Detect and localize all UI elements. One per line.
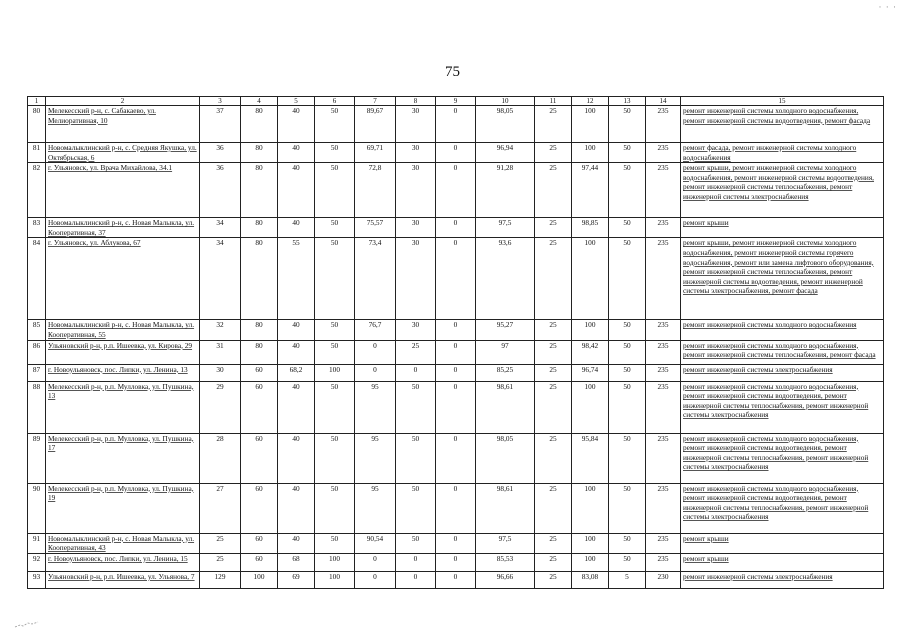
value-cell-col-13: 50: [609, 340, 646, 364]
table-row: [28, 364, 884, 381]
row-number-cell: 87: [28, 364, 46, 381]
value-cell-col-9: 0: [436, 218, 476, 238]
value-cell-col-12: 100: [572, 320, 609, 340]
value-cell-col-4: 60: [241, 533, 278, 553]
value-cell-col-9: 0: [436, 163, 476, 218]
row-number-cell: 80: [28, 106, 46, 143]
value-cell-col-3: 29: [200, 381, 241, 433]
value-cell-col-8: 30: [396, 218, 436, 238]
value-cell-col-13: 50: [609, 320, 646, 340]
address-cell: [46, 143, 200, 163]
value-cell-col-10: 85,53: [476, 553, 535, 571]
table-row: [28, 320, 884, 340]
value-cell-col-5: 68: [278, 553, 315, 571]
register-table: [27, 96, 884, 589]
value-cell-col-9: 0: [436, 340, 476, 364]
value-cell-col-6: 100: [315, 571, 355, 588]
works-cell: [681, 320, 884, 340]
value-cell-col-10: 98,05: [476, 106, 535, 143]
value-cell-col-14: 235: [646, 340, 681, 364]
table-row: [28, 533, 884, 553]
value-cell-col-3: 27: [200, 483, 241, 533]
value-cell-col-11: 25: [535, 571, 572, 588]
value-cell-col-8: 50: [396, 533, 436, 553]
value-cell-col-5: 69: [278, 571, 315, 588]
address-text: Мелекесский р-н, р.п. Мулловка, ул. Пушкина, 17: [48, 433, 194, 453]
value-cell-col-11: 25: [535, 320, 572, 340]
value-cell-col-8: 30: [396, 106, 436, 143]
value-cell-col-10: 97,5: [476, 533, 535, 553]
works-cell: [681, 143, 884, 163]
value-cell-col-6: 100: [315, 553, 355, 571]
address-text: Новомалыклинский р-н, с. Новая Малыкла, ул. Кооперативная, 43: [48, 533, 195, 553]
works-text: ремонт крыши: [683, 553, 729, 563]
value-cell-col-12: 100: [572, 143, 609, 163]
value-cell-col-11: 25: [535, 238, 572, 320]
value-cell-col-5: 40: [278, 106, 315, 143]
value-cell-col-7: 89,67: [355, 106, 396, 143]
value-cell-col-3: 25: [200, 533, 241, 553]
value-cell-col-9: 0: [436, 381, 476, 433]
row-number-cell: 84: [28, 238, 46, 320]
table-row: [28, 340, 884, 364]
value-cell-col-11: 25: [535, 364, 572, 381]
value-cell-col-3: 28: [200, 433, 241, 483]
value-cell-col-12: 100: [572, 238, 609, 320]
row-number-cell: 86: [28, 340, 46, 364]
works-text: ремонт инженерной системы холодного водоснабжения, ремонт инженерной системы водоотведения, ремонт инженерной системы теплоснабжения, ремонт инженерной системы электроснабжения: [683, 433, 869, 472]
works-text: ремонт инженерной системы холодного водоснабжения, ремонт инженерной системы теплоснабжения, ремонт фасада: [683, 340, 876, 360]
value-cell-col-7: 0: [355, 340, 396, 364]
works-text: ремонт крыши, ремонт инженерной системы холодного водоснабжения, ремонт инженерной системы горячего водоснабжения, ремонт или замена лифтового оборудования, ремонт инженерной системы теплоснабжения, ремонт инженерной системы водоотведения, ремонт инженерной системы электроснабжения, ремонт фасада: [683, 238, 874, 296]
value-cell-col-12: 83,08: [572, 571, 609, 588]
value-cell-col-4: 80: [241, 238, 278, 320]
works-text: ремонт инженерной системы электроснабжения: [683, 571, 833, 581]
value-cell-col-9: 0: [436, 364, 476, 381]
value-cell-col-5: 40: [278, 218, 315, 238]
value-cell-col-12: 96,74: [572, 364, 609, 381]
value-cell-col-13: 50: [609, 163, 646, 218]
address-cell: [46, 533, 200, 553]
works-text: ремонт инженерной системы холодного водоснабжения, ремонт инженерной системы водоотведения, ремонт инженерной системы теплоснабжения, ремонт инженерной системы электроснабжения: [683, 381, 869, 420]
works-cell: [681, 364, 884, 381]
value-cell-col-8: 50: [396, 433, 436, 483]
value-cell-col-7: 73,4: [355, 238, 396, 320]
value-cell-col-4: 80: [241, 106, 278, 143]
row-number-cell: 82: [28, 163, 46, 218]
column-number-cell: 13: [609, 97, 646, 106]
column-number-cell: 4: [241, 97, 278, 106]
value-cell-col-4: 60: [241, 433, 278, 483]
value-cell-col-12: 100: [572, 106, 609, 143]
works-cell: [681, 483, 884, 533]
value-cell-col-8: 25: [396, 340, 436, 364]
value-cell-col-7: 95: [355, 483, 396, 533]
value-cell-col-3: 32: [200, 320, 241, 340]
value-cell-col-12: 100: [572, 483, 609, 533]
works-cell: [681, 340, 884, 364]
works-cell: [681, 106, 884, 143]
table-row: [28, 553, 884, 571]
value-cell-col-8: 50: [396, 483, 436, 533]
works-text: ремонт инженерной системы холодного водоснабжения, ремонт инженерной системы водоотведения, ремонт инженерной системы теплоснабжения, ремонт инженерной системы электроснабжения: [683, 483, 869, 522]
value-cell-col-4: 60: [241, 483, 278, 533]
column-number-cell: 11: [535, 97, 572, 106]
value-cell-col-12: 100: [572, 533, 609, 553]
value-cell-col-5: 40: [278, 381, 315, 433]
value-cell-col-8: 0: [396, 553, 436, 571]
column-number-cell: 9: [436, 97, 476, 106]
value-cell-col-4: 60: [241, 364, 278, 381]
address-text: г. Ульяновск, ул. Врача Михайлова, 34.1: [48, 163, 173, 173]
value-cell-col-13: 50: [609, 106, 646, 143]
row-number-cell: 81: [28, 143, 46, 163]
value-cell-col-13: 50: [609, 364, 646, 381]
value-cell-col-12: 95,84: [572, 433, 609, 483]
works-cell: [681, 163, 884, 218]
column-number-cell: 15: [681, 97, 884, 106]
value-cell-col-13: 50: [609, 553, 646, 571]
value-cell-col-6: 50: [315, 533, 355, 553]
value-cell-col-10: 85,25: [476, 364, 535, 381]
value-cell-col-6: 50: [315, 238, 355, 320]
value-cell-col-7: 69,71: [355, 143, 396, 163]
value-cell-col-8: 30: [396, 143, 436, 163]
value-cell-col-6: 50: [315, 143, 355, 163]
table-row: [28, 381, 884, 433]
value-cell-col-14: 235: [646, 320, 681, 340]
works-cell: [681, 533, 884, 553]
value-cell-col-14: 235: [646, 533, 681, 553]
value-cell-col-11: 25: [535, 340, 572, 364]
value-cell-col-3: 25: [200, 553, 241, 571]
value-cell-col-4: 80: [241, 218, 278, 238]
column-number-cell: 12: [572, 97, 609, 106]
value-cell-col-14: 235: [646, 106, 681, 143]
value-cell-col-8: 50: [396, 381, 436, 433]
works-text: ремонт крыши: [683, 533, 729, 543]
value-cell-col-9: 0: [436, 533, 476, 553]
value-cell-col-6: 50: [315, 106, 355, 143]
address-cell: [46, 553, 200, 571]
works-cell: [681, 381, 884, 433]
address-text: Мелекесский р-н, р.п. Мулловка, ул. Пушкина, 19: [48, 483, 194, 503]
value-cell-col-11: 25: [535, 433, 572, 483]
value-cell-col-5: 55: [278, 238, 315, 320]
address-text: г. Новоульяновск, пос. Липки, ул. Ленина, 13: [48, 364, 188, 374]
value-cell-col-4: 80: [241, 143, 278, 163]
value-cell-col-13: 50: [609, 143, 646, 163]
works-text: ремонт крыши, ремонт инженерной системы холодного водоснабжения, ремонт инженерной системы водоотведения, ремонт инженерной системы теплоснабжения, ремонт инженерной системы электроснабжения: [683, 163, 875, 201]
row-number-cell: 88: [28, 381, 46, 433]
address-cell: [46, 320, 200, 340]
works-text: ремонт фасада, ремонт инженерной системы холодного водоснабжения: [683, 143, 857, 162]
address-text: Мелекесский р-н, р.п. Мулловка, ул. Пушкина, 13: [48, 381, 194, 401]
address-text: Ульяновский р-н, р.п. Ишеевка, ул. Кирова, 29: [48, 340, 193, 350]
address-text: г. Новоульяновск, пос. Липки, ул. Ленина, 15: [48, 553, 188, 563]
value-cell-col-13: 5: [609, 571, 646, 588]
value-cell-col-6: 50: [315, 163, 355, 218]
value-cell-col-5: 40: [278, 143, 315, 163]
value-cell-col-9: 0: [436, 143, 476, 163]
value-cell-col-11: 25: [535, 218, 572, 238]
value-cell-col-10: 91,28: [476, 163, 535, 218]
table-row: [28, 143, 884, 163]
table-row: [28, 218, 884, 238]
value-cell-col-8: 0: [396, 364, 436, 381]
value-cell-col-10: 95,27: [476, 320, 535, 340]
row-number-cell: 90: [28, 483, 46, 533]
value-cell-col-12: 98,85: [572, 218, 609, 238]
value-cell-col-13: 50: [609, 218, 646, 238]
column-number-cell: 1: [28, 97, 46, 106]
value-cell-col-9: 0: [436, 320, 476, 340]
works-cell: [681, 571, 884, 588]
value-cell-col-14: 235: [646, 143, 681, 163]
value-cell-col-9: 0: [436, 553, 476, 571]
address-cell: [46, 238, 200, 320]
value-cell-col-10: 97: [476, 340, 535, 364]
value-cell-col-7: 95: [355, 433, 396, 483]
works-text: ремонт инженерной системы холодного водоснабжения, ремонт инженерной системы водоотведения, ремонт фасада: [683, 106, 871, 125]
address-cell: [46, 571, 200, 588]
value-cell-col-3: 34: [200, 238, 241, 320]
value-cell-col-4: 80: [241, 340, 278, 364]
value-cell-col-14: 235: [646, 163, 681, 218]
address-text: Новомалыклинский р-н, с. Новая Малыкла, ул. Кооперативная, 37: [48, 218, 195, 237]
value-cell-col-14: 235: [646, 553, 681, 571]
value-cell-col-4: 80: [241, 163, 278, 218]
value-cell-col-10: 96,66: [476, 571, 535, 588]
works-cell: [681, 553, 884, 571]
works-cell: [681, 238, 884, 320]
value-cell-col-6: 50: [315, 433, 355, 483]
value-cell-col-4: 100: [241, 571, 278, 588]
row-number-cell: 91: [28, 533, 46, 553]
column-number-header: [28, 97, 884, 106]
value-cell-col-13: 50: [609, 533, 646, 553]
value-cell-col-13: 50: [609, 483, 646, 533]
page-number: 75: [445, 64, 460, 80]
address-text: Новомалыклинский р-н, с. Средняя Якушка, ул. Октябрьская, 6: [48, 143, 197, 162]
value-cell-col-14: 235: [646, 364, 681, 381]
address-text: Мелекесский р-н, с. Сабакаево, ул. Мелиоративная, 10: [48, 106, 156, 125]
column-number-cell: 14: [646, 97, 681, 106]
address-cell: [46, 364, 200, 381]
value-cell-col-11: 25: [535, 381, 572, 433]
value-cell-col-10: 96,94: [476, 143, 535, 163]
column-number-cell: 8: [396, 97, 436, 106]
value-cell-col-5: 40: [278, 340, 315, 364]
value-cell-col-5: 68,2: [278, 364, 315, 381]
value-cell-col-7: 76,7: [355, 320, 396, 340]
works-cell: [681, 218, 884, 238]
address-text: г. Ульяновск, ул. Аблукова, 67: [48, 238, 141, 248]
address-cell: [46, 483, 200, 533]
value-cell-col-6: 50: [315, 381, 355, 433]
value-cell-col-10: 97,5: [476, 218, 535, 238]
value-cell-col-14: 235: [646, 381, 681, 433]
row-number-cell: 92: [28, 553, 46, 571]
address-text: Новомалыклинский р-н, с. Новая Малыкла, ул. Кооперативная, 55: [48, 320, 195, 339]
value-cell-col-9: 0: [436, 238, 476, 320]
value-cell-col-10: 98,61: [476, 381, 535, 433]
value-cell-col-9: 0: [436, 571, 476, 588]
address-cell: [46, 163, 200, 218]
value-cell-col-9: 0: [436, 433, 476, 483]
works-cell: [681, 433, 884, 483]
address-cell: [46, 340, 200, 364]
address-cell: [46, 381, 200, 433]
value-cell-col-6: 100: [315, 364, 355, 381]
column-number-cell: 3: [200, 97, 241, 106]
value-cell-col-8: 30: [396, 320, 436, 340]
value-cell-col-11: 25: [535, 163, 572, 218]
value-cell-col-3: 30: [200, 364, 241, 381]
scan-artifact: [14, 620, 48, 630]
value-cell-col-3: 31: [200, 340, 241, 364]
value-cell-col-8: 0: [396, 571, 436, 588]
table-row: [28, 433, 884, 483]
value-cell-col-14: 235: [646, 433, 681, 483]
value-cell-col-6: 50: [315, 320, 355, 340]
value-cell-col-5: 40: [278, 483, 315, 533]
value-cell-col-4: 80: [241, 320, 278, 340]
value-cell-col-3: 34: [200, 218, 241, 238]
value-cell-col-3: 36: [200, 163, 241, 218]
value-cell-col-9: 0: [436, 483, 476, 533]
value-cell-col-12: 100: [572, 381, 609, 433]
value-cell-col-7: 0: [355, 571, 396, 588]
value-cell-col-14: 235: [646, 218, 681, 238]
value-cell-col-3: 36: [200, 143, 241, 163]
column-number-cell: 6: [315, 97, 355, 106]
value-cell-col-12: 98,42: [572, 340, 609, 364]
address-cell: [46, 433, 200, 483]
column-number-cell: 2: [46, 97, 200, 106]
value-cell-col-11: 25: [535, 143, 572, 163]
value-cell-col-8: 30: [396, 238, 436, 320]
value-cell-col-5: 40: [278, 433, 315, 483]
value-cell-col-13: 50: [609, 238, 646, 320]
value-cell-col-11: 25: [535, 533, 572, 553]
value-cell-col-7: 90,54: [355, 533, 396, 553]
value-cell-col-10: 98,05: [476, 433, 535, 483]
value-cell-col-7: 0: [355, 553, 396, 571]
row-number-cell: 93: [28, 571, 46, 588]
value-cell-col-6: 50: [315, 340, 355, 364]
row-number-cell: 89: [28, 433, 46, 483]
value-cell-col-11: 25: [535, 106, 572, 143]
column-number-cell: 7: [355, 97, 396, 106]
value-cell-col-11: 25: [535, 483, 572, 533]
value-cell-col-7: 72,8: [355, 163, 396, 218]
value-cell-col-8: 30: [396, 163, 436, 218]
value-cell-col-12: 100: [572, 553, 609, 571]
value-cell-col-14: 235: [646, 483, 681, 533]
value-cell-col-6: 50: [315, 483, 355, 533]
corner-scan-mark: · · ·: [878, 2, 897, 12]
address-cell: [46, 218, 200, 238]
value-cell-col-7: 95: [355, 381, 396, 433]
value-cell-col-3: 129: [200, 571, 241, 588]
row-number-cell: 83: [28, 218, 46, 238]
table-row: [28, 571, 884, 588]
value-cell-col-7: 0: [355, 364, 396, 381]
value-cell-col-10: 93,6: [476, 238, 535, 320]
works-text: ремонт крыши: [683, 218, 729, 228]
value-cell-col-6: 50: [315, 218, 355, 238]
value-cell-col-14: 230: [646, 571, 681, 588]
address-cell: [46, 106, 200, 143]
column-number-cell: 5: [278, 97, 315, 106]
works-text: ремонт инженерной системы электроснабжения: [683, 364, 833, 374]
table-row: [28, 238, 884, 320]
value-cell-col-12: 97,44: [572, 163, 609, 218]
works-text: ремонт инженерной системы холодного водоснабжения: [683, 320, 857, 330]
table-row: [28, 483, 884, 533]
value-cell-col-4: 60: [241, 381, 278, 433]
value-cell-col-13: 50: [609, 433, 646, 483]
value-cell-col-4: 60: [241, 553, 278, 571]
value-cell-col-14: 235: [646, 238, 681, 320]
value-cell-col-10: 98,61: [476, 483, 535, 533]
table-row: [28, 106, 884, 143]
value-cell-col-3: 37: [200, 106, 241, 143]
column-number-cell: 10: [476, 97, 535, 106]
value-cell-col-9: 0: [436, 106, 476, 143]
value-cell-col-5: 40: [278, 320, 315, 340]
row-number-cell: 85: [28, 320, 46, 340]
value-cell-col-5: 40: [278, 163, 315, 218]
address-text: Ульяновский р-н, р.п. Ишеевка, ул. Ульянова, 7: [48, 571, 195, 581]
value-cell-col-11: 25: [535, 553, 572, 571]
value-cell-col-13: 50: [609, 381, 646, 433]
value-cell-col-5: 40: [278, 533, 315, 553]
table-row: [28, 163, 884, 218]
value-cell-col-7: 75,57: [355, 218, 396, 238]
